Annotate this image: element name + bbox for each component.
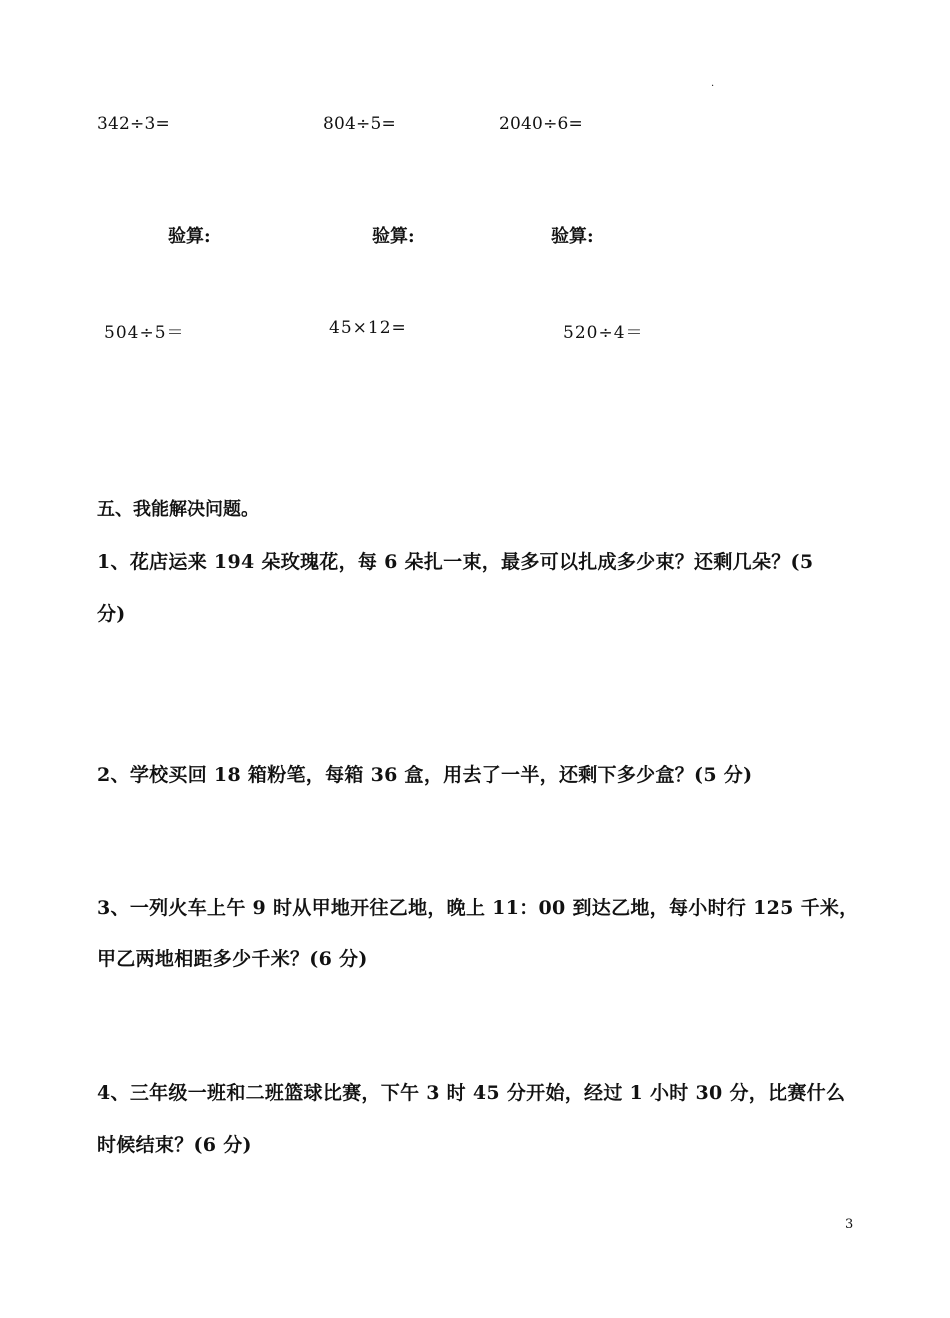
calc-item-6: 520÷4＝ — [563, 323, 644, 343]
check-label-3: 验算: — [551, 226, 594, 247]
check-label-2: 验算: — [372, 226, 415, 247]
problem-4-line-1: 4、三年级一班和二班篮球比赛，下午 3 时 45 分开始，经过 1 小时 30 分，比赛什么 — [97, 1082, 846, 1104]
top-mark: . — [711, 78, 715, 89]
page-number: 3 — [845, 1217, 854, 1232]
problem-3-line-2: 甲乙两地相距多少千米？(6 分) — [97, 948, 368, 970]
problem-4-line-2: 时候结束？(6 分) — [97, 1134, 252, 1156]
problem-3-line-1: 3、一列火车上午 9 时从甲地开往乙地，晚上 11：00 到达乙地，每小时行 125 千米， — [97, 897, 859, 919]
problem-1-line-1: 1、花店运来 194 朵玫瑰花，每 6 朵扎一束，最多可以扎成多少束？还剩几朵？(5 — [97, 551, 814, 573]
calc-item-1: 342÷3= — [97, 114, 170, 134]
section-title: 五、我能解决问题。 — [97, 499, 259, 520]
calc-item-4: 504÷5＝ — [104, 323, 185, 343]
calc-item-3: 2040÷6= — [499, 114, 583, 134]
calc-item-5: 45×12= — [329, 318, 407, 338]
problem-1-line-2: 分) — [97, 603, 126, 625]
problem-2-line-1: 2、学校买回 18 箱粉笔，每箱 36 盒，用去了一半，还剩下多少盒？(5 分) — [97, 764, 753, 786]
calc-item-2: 804÷5= — [323, 114, 396, 134]
check-label-1: 验算: — [168, 226, 211, 247]
